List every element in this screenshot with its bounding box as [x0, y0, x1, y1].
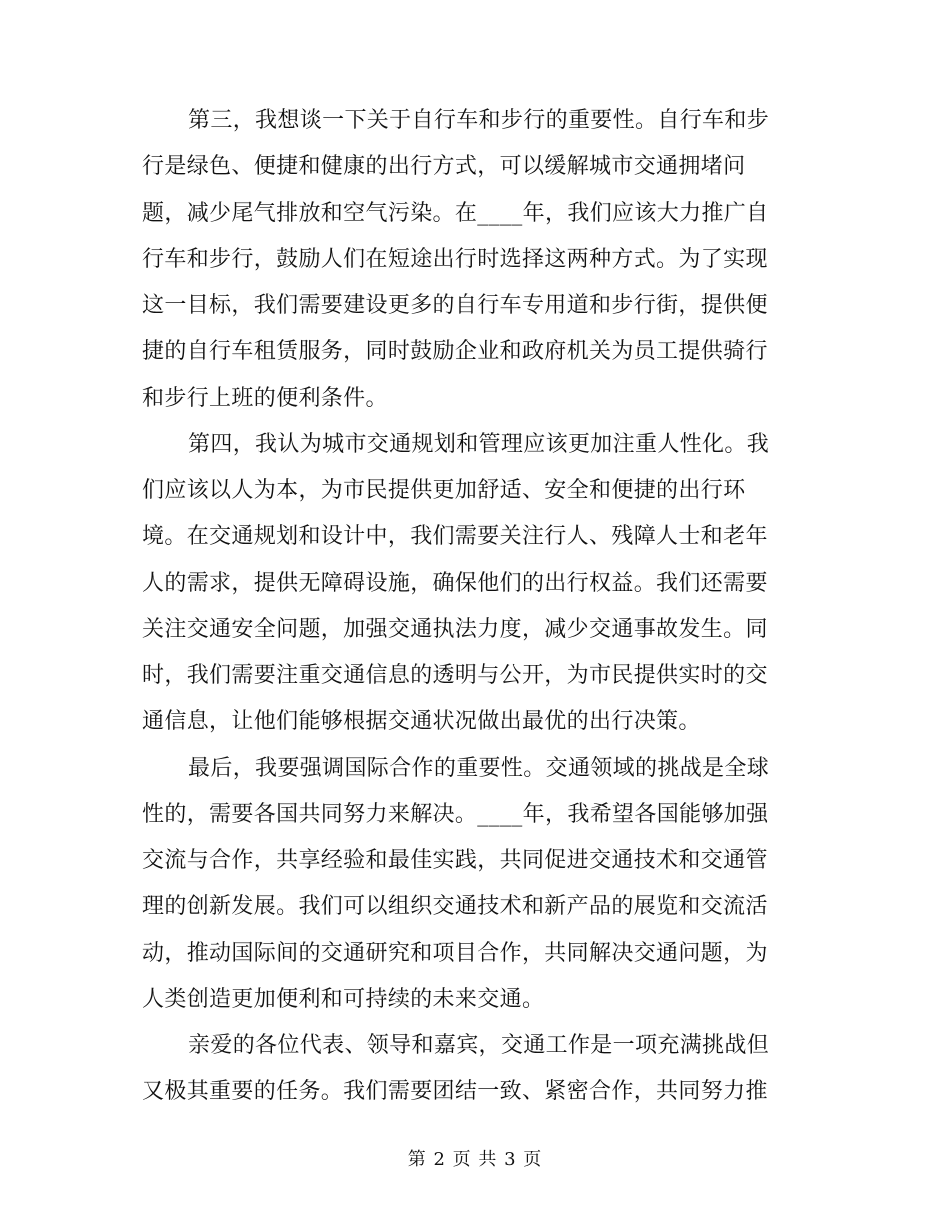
text-line: 最后，我要强调国际合作的重要性。交通领域的挑战是全球: [188, 755, 770, 781]
text-line: 捷的自行车租赁服务，同时鼓励企业和政府机关为员工提供骑行: [142, 339, 768, 365]
text-line: 通信息，让他们能够根据交通状况做出最优的出行决策。: [142, 709, 701, 735]
page-number-footer: 第 2 页 共 3 页: [407, 1149, 543, 1170]
text-line: 行车和步行，鼓励人们在短途出行时选择这两种方式。为了实现: [142, 246, 768, 272]
text-line: 这一目标，我们需要建设更多的自行车专用道和步行街，提供便: [142, 293, 768, 318]
text-line: 境。在交通规划和设计中，我们需要关注行人、残障人士和老年: [142, 524, 768, 550]
text-line: 们应该以人为本，为市民提供更加舒适、安全和便捷的出行环: [142, 478, 746, 503]
document-body: [142, 98, 802, 1116]
text-line: 和步行上班的便利条件。: [142, 385, 388, 411]
text-line: 行是绿色、便捷和健康的出行方式，可以缓解城市交通拥堵问: [142, 154, 746, 180]
text-line: 理的创新发展。我们可以组织交通技术和新产品的展览和交流活: [142, 894, 768, 920]
text-line: 人的需求，提供无障碍设施，确保他们的出行权益。我们还需要: [142, 570, 768, 596]
text-line: 时，我们需要注重交通信息的透明与公开，为市民提供实时的交: [142, 663, 768, 688]
text-line: 交流与合作，共享经验和最佳实践，共同促进交通技术和交通管: [142, 848, 768, 873]
text-line: 第三，我想谈一下关于自行车和步行的重要性。自行车和步: [188, 108, 770, 133]
text-line: 性的，需要各国共同努力来解决。____年，我希望各国能够加强: [142, 801, 769, 827]
text-line: 第四，我认为城市交通规划和管理应该更加注重人性化。我: [188, 431, 770, 457]
text-line: 动，推动国际间的交通研究和项目合作，共同解决交通问题，为: [142, 940, 768, 966]
text-line: 亲爱的各位代表、领导和嘉宾，交通工作是一项充满挑战但: [188, 1033, 770, 1058]
text-line: 关注交通安全问题，加强交通执法力度，减少交通事故发生。同: [142, 616, 768, 642]
text-line: 人类创造更加便利和可持续的未来交通。: [142, 986, 545, 1012]
text-line: 题，减少尾气排放和空气污染。在____年，我们应该大力推广自: [142, 200, 769, 226]
text-line: 又极其重要的任务。我们需要团结一致、紧密合作，共同努力推: [142, 1079, 768, 1105]
